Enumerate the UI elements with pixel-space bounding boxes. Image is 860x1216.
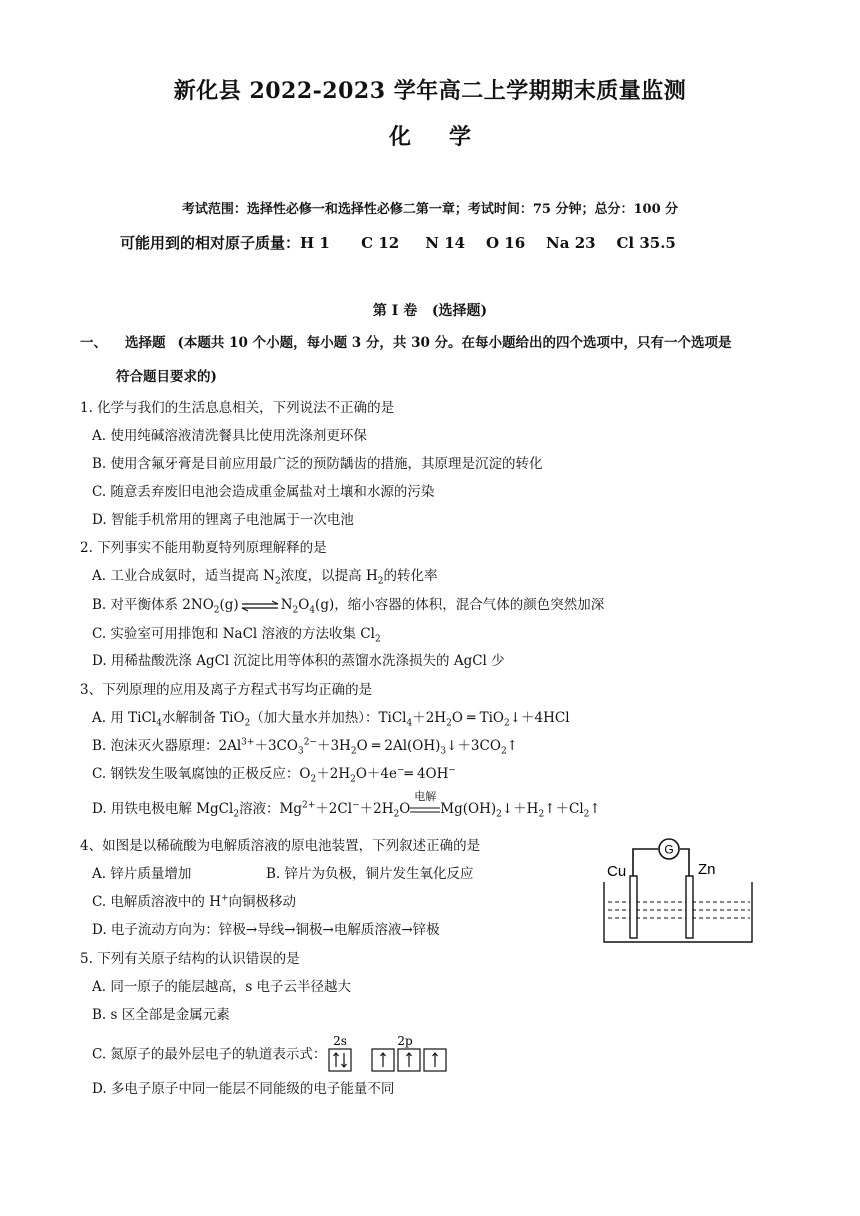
orbital-diagram — [328, 1035, 452, 1075]
q4-option-b: B. 锌片为负极，铜片发生氧化反应 — [266, 866, 474, 882]
instruction-continued: 符合题目要求的) — [116, 369, 217, 385]
equilibrium-arrow-icon — [240, 600, 280, 612]
q5-option-b: B. s 区全部是金属元素 — [92, 1007, 230, 1023]
q3-stem: 3、下列原理的应用及离子方程式书写均正确的是 — [80, 682, 373, 698]
q2-option-c: C. 实验室可用排饱和 NaCl 溶液的方法收集 $Cl_2$ — [92, 626, 381, 645]
section-title: 第 I 卷 (选择题) — [372, 303, 488, 319]
q1-stem: 1. 化学与我们的生活息息相关，下列说法不正确的是 — [80, 400, 395, 416]
q5-stem: 5. 下列有关原子结构的认识错误的是 — [80, 951, 300, 967]
atomic-masses: 可能用到的相对原子质量：H 1 C 12 N 14 O 16 Na 23 Cl 35.5 — [120, 234, 676, 252]
q3-option-c: C. 钢铁发生吸氧腐蚀的正极反应：$O_2+2H_2O+4e^-═$ 4OH− — [92, 765, 456, 785]
q3-option-a: A. 用 TiCl$_4$水解制备 TiO$_2$（加大量水并加热）：$TiCl_4+2H_2O$ ═ TiO$_2$↓＋4HCl — [92, 710, 570, 729]
svg-text:2s: 2s — [333, 1034, 348, 1048]
q1-option-b: B. 使用含氟牙膏是目前应用最广泛的预防龋齿的措施，其原理是沉淀的转化 — [92, 456, 543, 472]
q1-option-c: C. 随意丢弃废旧电池会造成重金属盐对土壤和水源的污染 — [92, 484, 435, 500]
q5-option-d: D. 多电子原子中同一能层不同能级的电子能量不同 — [92, 1081, 395, 1097]
instruction-heading: 选择题 — [125, 335, 166, 351]
q3-option-b: B. 泡沫灭火器原理：$2Al^{3+}+3CO_3^{2-}+3H_2O$ ═ $2Al(OH)_3↓+3CO_2↑$ — [92, 737, 518, 757]
q4-stem: 4、如图是以稀硫酸为电解质溶液的原电池装置，下列叙述正确的是 — [80, 838, 481, 854]
q2-option-a: A. 工业合成氨时，适当提高 $N_2$浓度，以提高 $H_2$的转化率 — [92, 568, 438, 587]
instruction-line — [80, 334, 732, 352]
q5-option-a: A. 同一原子的能层越高，s 电子云半径越大 — [92, 979, 352, 995]
svg-text:2p: 2p — [397, 1034, 414, 1048]
galvanic-cell-figure — [600, 832, 760, 947]
instruction-number: 一、 — [80, 335, 107, 351]
q2-option-b: B. 对平衡体系 $2NO_2(g)$ $N_2O_4(g)$，缩小容器的体积，混合气体的颜色突然加深 — [92, 597, 605, 616]
q1-option-a: A. 使用纯碱溶液清洗餐具比使用洗涤剂更环保 — [92, 428, 367, 444]
electrolysis-condition: 电解 — [414, 790, 437, 803]
exam-title: 新化县 2022-2023 学年高二上学期期末质量监测 — [173, 78, 687, 104]
copper-electrode-label: Cu — [607, 863, 627, 880]
galvanometer-label: G — [664, 842, 674, 857]
q2-option-d: D. 用稀盐酸洗涤 AgCl 沉淀比用等体积的蒸馏水洗涤损失的 AgCl 少 — [92, 653, 505, 669]
instruction-text: (本题共 10 个小题，每小题 3 分，共 30 分。在每小题给出的四个选项中，只有一个选项是 — [177, 335, 732, 351]
q4-option-d: D. 电子流动方向为：锌极→导线→铜极→电解质溶液→锌极 — [92, 922, 440, 938]
subject-title: 化学 — [388, 124, 509, 150]
zinc-electrode-label: Zn — [698, 861, 716, 878]
q4-option-a: A. 锌片质量增加 — [92, 866, 192, 882]
q5-option-c: C. 氮原子的最外层电子的轨道表示式： 2s 2p — [92, 1034, 452, 1074]
q2-stem: 2. 下列事实不能用勒夏特列原理解释的是 — [80, 540, 327, 556]
q4-option-c: C. 电解质溶液中的 H+向铜极移动 — [92, 893, 297, 910]
q1-option-d: D. 智能手机常用的锂离子电池属于一次电池 — [92, 512, 354, 528]
exam-info: 考试范围：选择性必修一和选择性必修二第一章；考试时间：75 分钟；总分：100 分 — [181, 202, 679, 217]
q3-option-d: D. 用铁电极电解 MgCl$_2$溶液：$Mg^{2+}+2Cl^-+2H_2O$ 电解 $Mg(OH)_2↓+H_2↑+Cl_2↑$ — [92, 790, 601, 820]
